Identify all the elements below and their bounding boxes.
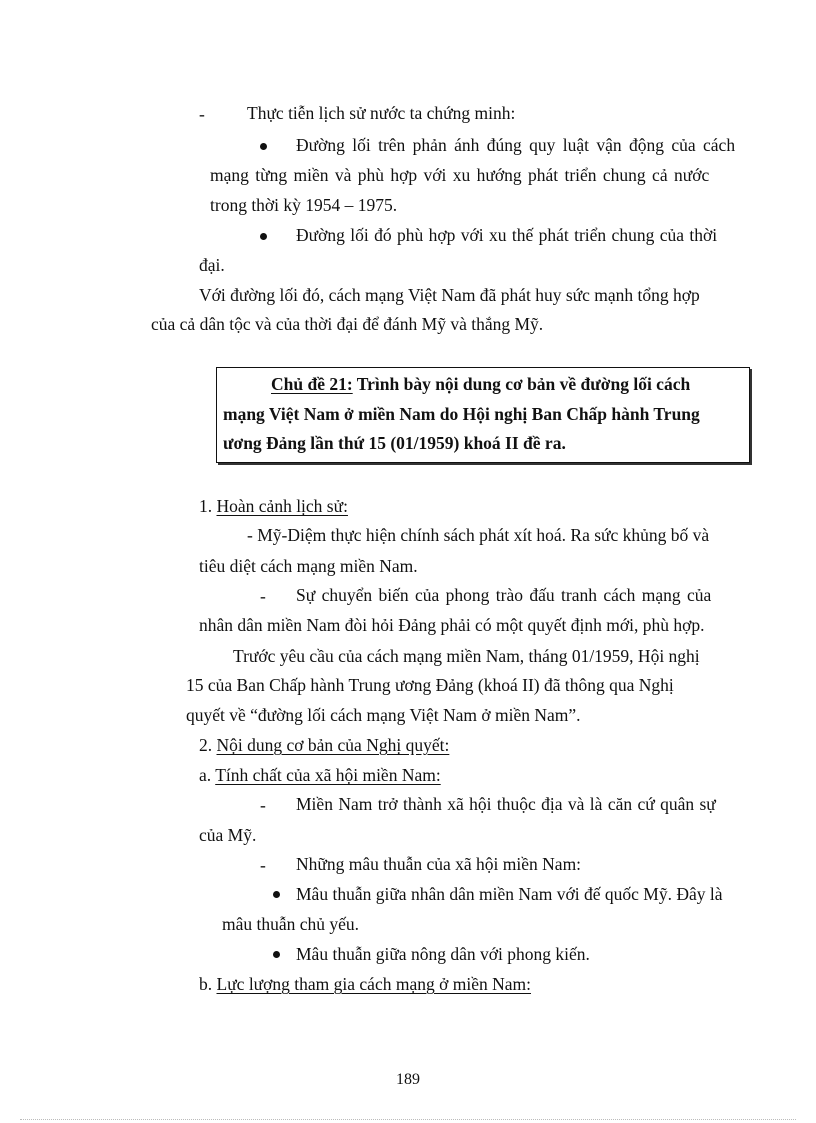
page-number: 189 <box>396 1071 420 1088</box>
topic-heading <box>271 373 690 395</box>
topic-title: Trình bày nội dung cơ bản về đường lối cách <box>352 374 691 394</box>
bullet-text: mạng từng miền và phù hợp với xu hướng phát triển chung cả nước <box>210 165 710 185</box>
section-title: Nội dung cơ bản của Nghị quyết: <box>216 735 450 755</box>
topic-label: Chủ đề 21: <box>271 374 353 394</box>
paragraph-text: Những mâu thuẫn của xã hội miền Nam: <box>296 854 582 874</box>
subsection-title: Tính chất của xã hội miền Nam: <box>215 765 441 785</box>
paragraph-text: Sự chuyển biến của phong trào đấu tranh cách mạng của <box>296 585 712 605</box>
subsection-heading <box>199 764 441 786</box>
paragraph-text: của Mỹ. <box>199 825 257 845</box>
paragraph-text: của cả dân tộc và của thời đại để đánh Mỹ và thắng Mỹ. <box>151 314 544 334</box>
section-heading <box>199 495 348 517</box>
topic-title: ương Đảng lần thứ 15 (01/1959) khoá II đề ra. <box>223 433 566 453</box>
topic-box <box>216 367 750 463</box>
bullet-text: đại. <box>199 255 225 275</box>
section-number: 1. <box>199 496 213 516</box>
subsection-number: a. <box>199 765 212 785</box>
bullet-text: Đường lối trên phản ánh đúng quy luật vận động của cách <box>296 135 736 155</box>
paragraph-text: 15 của Ban Chấp hành Trung ương Đảng (khoá II) đã thông qua Nghị <box>186 675 674 695</box>
section-heading <box>199 734 449 756</box>
subsection-heading <box>199 973 531 995</box>
dash-marker: - <box>260 795 266 815</box>
dash-marker: - <box>260 586 266 606</box>
bullet-text: Mâu thuẫn giữa nhân dân miền Nam với đế quốc Mỹ. Đây là <box>296 884 723 904</box>
bullet-text: Đường lối đó phù hợp với xu thế phát triển chung của thời <box>296 225 718 245</box>
topic-title: mạng Việt Nam ở miền Nam do Hội nghị Ban Chấp hành Trung <box>223 404 700 424</box>
subsection-number: b. <box>199 974 213 994</box>
section-title: Hoàn cảnh lịch sử: <box>216 496 348 516</box>
section-lead-text: Thực tiễn lịch sử nước ta chứng minh: <box>247 103 516 123</box>
paragraph-text: tiêu diệt cách mạng miền Nam. <box>199 556 418 576</box>
bullet-icon <box>260 143 267 150</box>
bullet-icon <box>260 233 267 240</box>
bullet-icon <box>273 891 280 898</box>
paragraph-text: Trước yêu cầu của cách mạng miền Nam, tháng 01/1959, Hội nghị <box>233 646 700 666</box>
section-number: 2. <box>199 735 213 755</box>
dash-marker: - <box>260 855 266 875</box>
paragraph-text: nhân dân miền Nam đòi hỏi Đảng phải có một quyết định mới, phù hợp. <box>199 615 705 635</box>
paragraph-text: - Mỹ-Diệm thực hiện chính sách phát xít hoá. Ra sức khủng bố và <box>247 525 710 545</box>
bullet-text: trong thời kỳ 1954 – 1975. <box>210 195 398 215</box>
dash-marker: - <box>199 104 205 124</box>
subsection-title: Lực lượng tham gia cách mạng ở miền Nam: <box>216 974 531 994</box>
footer-divider <box>20 1119 796 1120</box>
bullet-text: Mâu thuẫn giữa nông dân với phong kiến. <box>296 944 590 964</box>
paragraph-text: quyết về “đường lối cách mạng Việt Nam ở miền Nam”. <box>186 705 581 725</box>
paragraph-text: Miền Nam trở thành xã hội thuộc địa và là căn cứ quân sự <box>296 794 716 814</box>
paragraph-text: Với đường lối đó, cách mạng Việt Nam đã phát huy sức mạnh tổng hợp <box>199 285 700 305</box>
bullet-icon <box>273 951 280 958</box>
bullet-text: mâu thuẫn chủ yếu. <box>222 914 360 934</box>
